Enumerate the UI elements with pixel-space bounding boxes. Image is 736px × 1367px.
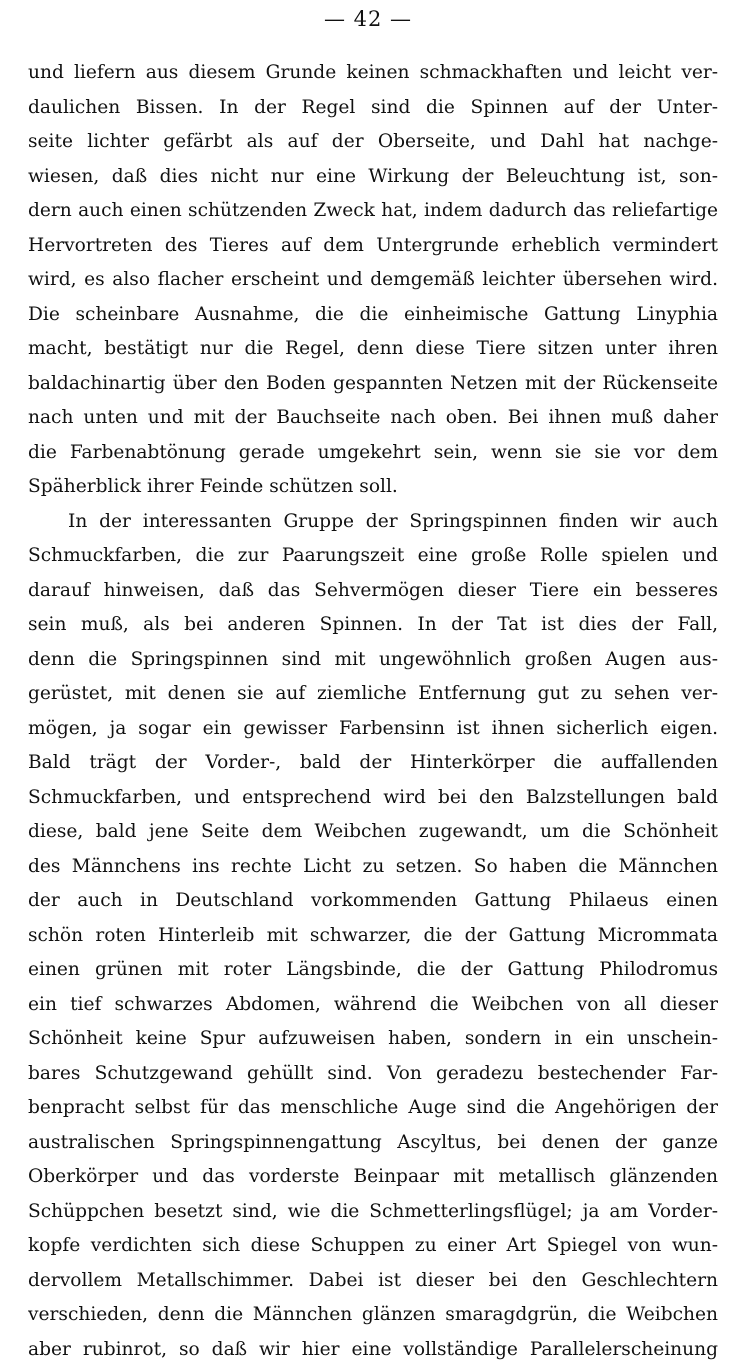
text-line: benpracht selbst für das menschliche Auge sind die Angehörigen der <box>28 1091 718 1126</box>
text-line: Hervortreten des Tieres auf dem Untergrunde erheblich vermindert <box>28 229 718 264</box>
text-line: seite lichter gefärbt als auf der Oberseite, und Dahl hat nachge- <box>28 125 718 160</box>
text-line: dern auch einen schützenden Zweck hat, indem dadurch das reliefartige <box>28 194 718 229</box>
text-line: wird, es also flacher erscheint und demgemäß leichter übersehen wird. <box>28 263 718 298</box>
text-line: nach unten und mit der Bauchseite nach oben. Bei ihnen muß daher <box>28 401 718 436</box>
text-line: Schönheit keine Spur aufzuweisen haben, sondern in ein unschein- <box>28 1022 718 1057</box>
text-line: verschieden, denn die Männchen glänzen smaragdgrün, die Weibchen <box>28 1298 718 1333</box>
text-line: denn die Springspinnen sind mit ungewöhnlich großen Augen aus- <box>28 643 718 678</box>
text-line: dervollem Metallschimmer. Dabei ist dieser bei den Geschlechtern <box>28 1264 718 1299</box>
text-line: des Männchens ins rechte Licht zu setzen. So haben die Männchen <box>28 850 718 885</box>
text-line: Schmuckfarben, die zur Paarungszeit eine große Rolle spielen und <box>28 539 718 574</box>
text-line: ein tief schwarzes Abdomen, während die Weibchen von all dieser <box>28 988 718 1023</box>
text-line: Schüppchen besetzt sind, wie die Schmetterlingsflügel; ja am Vorder- <box>28 1195 718 1230</box>
text-line: und liefern aus diesem Grunde keinen schmackhaften und leicht ver- <box>28 56 718 91</box>
paragraph-start-line: In der interessanten Gruppe der Springspinnen finden wir auch <box>28 505 718 540</box>
text-line: Bald trägt der Vorder-, bald der Hinterkörper die auffallenden <box>28 746 718 781</box>
text-line: der auch in Deutschland vorkommenden Gattung Philaeus einen <box>28 884 718 919</box>
text-line: bares Schutzgewand gehüllt sind. Von geradezu bestechender Far- <box>28 1057 718 1092</box>
text-line: kopfe verdichten sich diese Schuppen zu einer Art Spiegel von wun- <box>28 1229 718 1264</box>
text-line: diese, bald jene Seite dem Weibchen zugewandt, um die Schönheit <box>28 815 718 850</box>
text-line: Die scheinbare Ausnahme, die die einheimische Gattung Linyphia <box>28 298 718 333</box>
text-line: einen grünen mit roter Längsbinde, die der Gattung Philodromus <box>28 953 718 988</box>
text-line: Schmuckfarben, und entsprechend wird bei den Balzstellungen bald <box>28 781 718 816</box>
text-line: baldachinartig über den Boden gespannten Netzen mit der Rückenseite <box>28 367 718 402</box>
text-line: mögen, ja sogar ein gewisser Farbensinn ist ihnen sicherlich eigen. <box>28 712 718 747</box>
text-line: aber rubinrot, so daß wir hier eine vollständige Parallelerscheinung <box>28 1333 718 1367</box>
text-line: gerüstet, mit denen sie auf ziemliche Entfernung gut zu sehen ver- <box>28 677 718 712</box>
text-line: schön roten Hinterleib mit schwarzer, die der Gattung Micrommata <box>28 919 718 954</box>
text-line: wiesen, daß dies nicht nur eine Wirkung der Beleuchtung ist, son- <box>28 160 718 195</box>
text-line: daulichen Bissen. In der Regel sind die Spinnen auf der Unter- <box>28 91 718 126</box>
text-line: macht, bestätigt nur die Regel, denn diese Tiere sitzen unter ihren <box>28 332 718 367</box>
text-line: sein muß, als bei anderen Spinnen. In der Tat ist dies der Fall, <box>28 608 718 643</box>
body-text <box>28 56 718 1367</box>
text-line: australischen Springspinnengattung Ascyltus, bei denen der ganze <box>28 1126 718 1161</box>
text-line: Oberkörper und das vorderste Beinpaar mit metallisch glänzenden <box>28 1160 718 1195</box>
text-line: die Farbenabtönung gerade umgekehrt sein, wenn sie sie vor dem <box>28 436 718 471</box>
text-line: darauf hinweisen, daß das Sehvermögen dieser Tiere ein besseres <box>28 574 718 609</box>
text-line: Späherblick ihrer Feinde schützen soll. <box>28 470 718 505</box>
page-number: — 42 — <box>0 4 736 34</box>
